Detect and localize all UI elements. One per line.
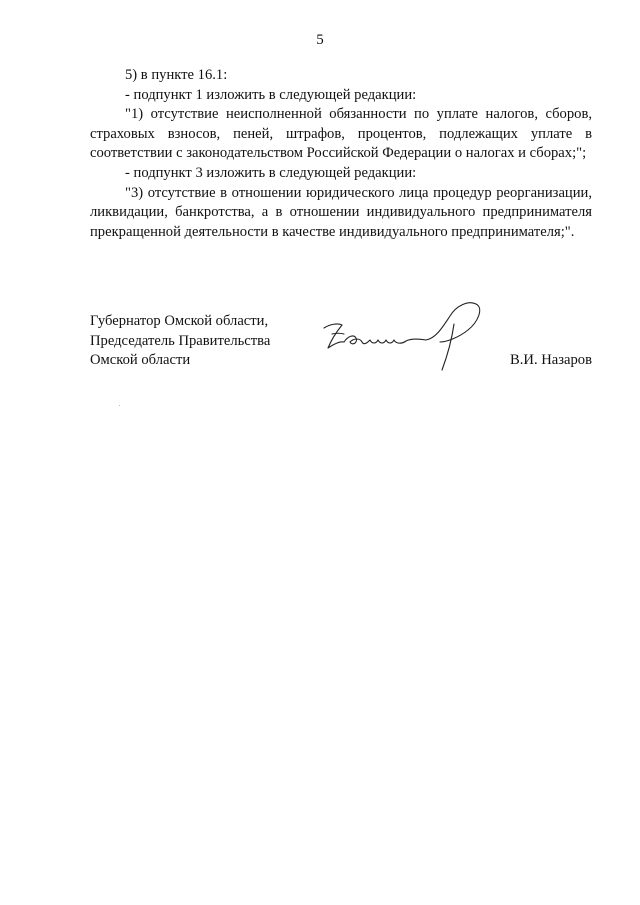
paragraph-subitem-3-text: "3) отсутствие в отношении юридического лица процедур реорганизации, ликвидации, банкротства, а в отношении индивидуального предпринимателя прекращенной деятельности в качестве индивидуального предпринимателя;". — [90, 184, 592, 240]
handwritten-signature — [318, 298, 498, 374]
signatory-name: В.И. Назаров — [510, 352, 592, 368]
page-number: 5 — [316, 32, 324, 48]
paragraph-subitem-1-text: "1) отсутствие неисполненной обязанности по уплате налогов, сборов, страховых взносов, пеней, штрафов, процентов, подлежащих уплате в соответствии с законодательством Российской Федерации о налогах и сборах;"; — [90, 106, 592, 162]
signatory-title-line: Омской области — [90, 352, 191, 369]
paragraph-subitem-3: - подпункт 3 изложить в следующей редакции: — [125, 164, 417, 181]
paragraph-subitem-1: - подпункт 1 изложить в следующей редакции: — [125, 86, 417, 103]
signatory-title-line: Губернатор Омской области, — [90, 313, 269, 329]
document-body — [90, 66, 592, 242]
signatory-title-line: Председатель Правительства — [90, 332, 271, 349]
paragraph-item-5: 5) в пункте 16.1: — [125, 67, 228, 83]
scan-dot — [119, 405, 120, 406]
signatory-title — [90, 312, 270, 371]
